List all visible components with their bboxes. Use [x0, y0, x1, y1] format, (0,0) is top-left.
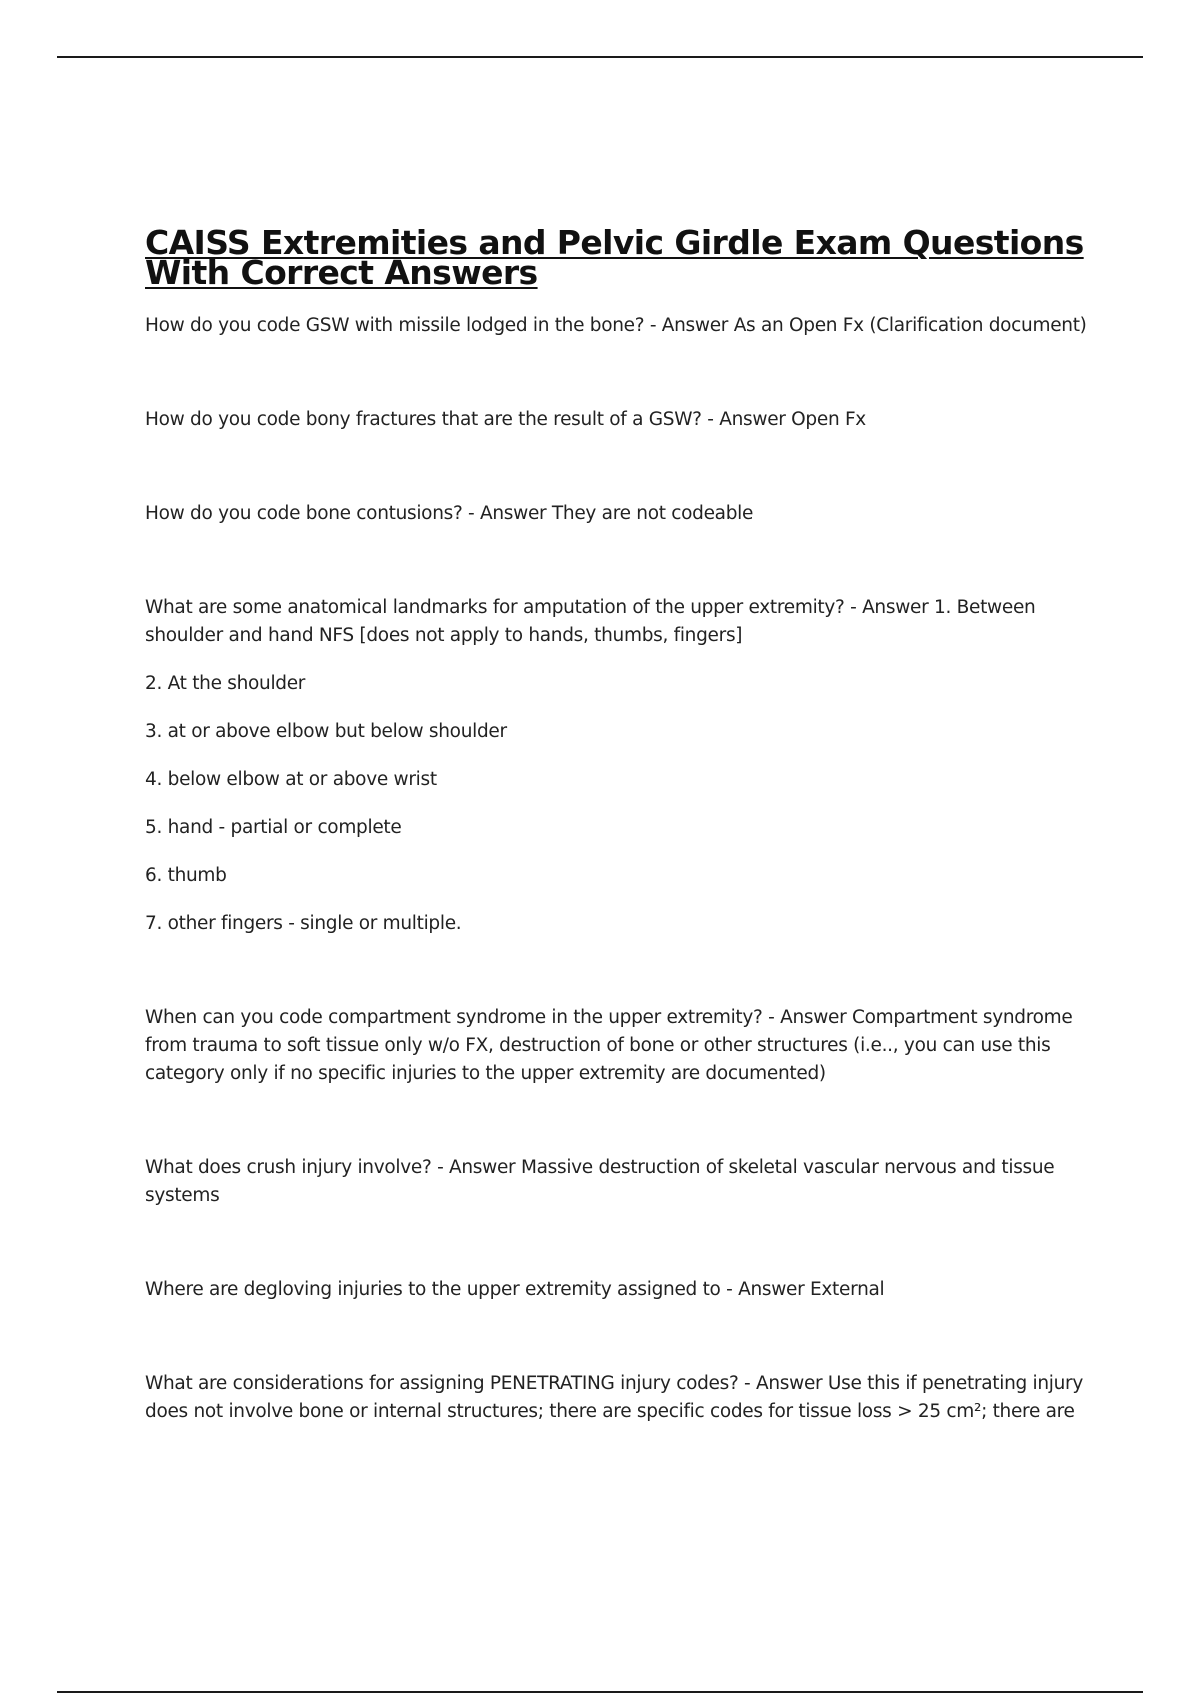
list-item: 5. hand - partial or complete [145, 817, 402, 838]
header-rule [57, 56, 1143, 58]
document-body [145, 223, 1095, 1426]
qa-item: Where are degloving injuries to the upper extremity assigned to - Answer External [145, 1279, 885, 1300]
qa-item: How do you code bony fractures that are the result of a GSW? - Answer Open Fx [145, 409, 866, 430]
title-line-2: With Correct Answers [145, 253, 538, 292]
qa-item: What are some anatomical landmarks for amputation of the upper extremity? - Answer 1. Between shoulder and hand NFS [does not apply to hands, thumbs, fingers] [145, 597, 1036, 646]
list-item: 6. thumb [145, 865, 227, 886]
list-item: 7. other fingers - single or multiple. [145, 913, 462, 934]
title-line-1: CAISS Extremities and Pelvic Girdle Exam Questions [145, 223, 1084, 262]
footer-rule [57, 1691, 1143, 1693]
document-title [145, 223, 1095, 292]
list-item: 3. at or above elbow but below shoulder [145, 721, 507, 742]
list-item: 2. At the shoulder [145, 673, 306, 694]
qa-item: When can you code compartment syndrome in the upper extremity? - Answer Compartment syndrome from trauma to soft tissue only w/o FX, destruction of bone or other structures (i.e.., you can use this category only if no specific injuries to the upper extremity are documented) [145, 1007, 1073, 1084]
qa-item: What are considerations for assigning PENETRATING injury codes? - Answer Use this if penetrating injury does not involve bone or internal structures; there are specific codes for tissue loss > 25 cm²; there are [145, 1373, 1084, 1422]
list-item: 4. below elbow at or above wrist [145, 769, 437, 790]
qa-item: How do you code GSW with missile lodged in the bone? - Answer As an Open Fx (Clarification document) [145, 315, 1087, 336]
qa-item: What does crush injury involve? - Answer Massive destruction of skeletal vascular nervous and tissue systems [145, 1157, 1055, 1206]
qa-item: How do you code bone contusions? - Answer They are not codeable [145, 503, 754, 524]
